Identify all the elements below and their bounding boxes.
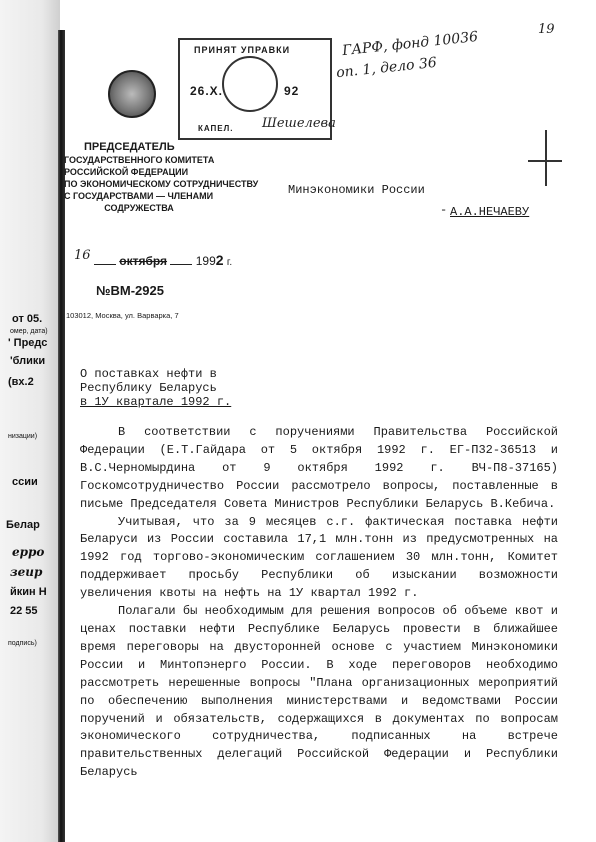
margin-fragment: подпись)	[8, 640, 37, 647]
letter-date-year-prefix: 199	[195, 254, 216, 268]
margin-pen-mark	[528, 160, 562, 162]
letter-number-value: ВМ-2925	[110, 283, 164, 298]
body-paragraph: Полагали бы необходимым для решения вопросов об объеме квот и ценах поставки нефти Республике Беларусь провести в ближайшее время переговоры на двусторонней основе с участием Минэкономики России и Минтопэнерго России. В ходе переговоров необходимо рассмотреть нерешенные вопросы "Плана организационных мероприятий по обеспечению выполнения министерствами и ведомствами России поручений и обязательств, содержащихся в документах по вопросам экономического сотрудничества, подписанных на встрече правительственных делегаций Российской Федерации и Республики Беларусь	[80, 604, 558, 780]
stamp-signature: Шешелева	[262, 116, 336, 131]
margin-fragment: ерро	[12, 545, 45, 559]
margin-pen-mark	[545, 130, 547, 186]
margin-fragment: низации)	[8, 433, 38, 440]
stamp-clock-seal-icon	[222, 56, 278, 112]
stamp-inspector-label: КАПЕЛ.	[198, 124, 234, 133]
postal-address: 103012, Москва, ул. Варварка, 7	[66, 311, 179, 320]
letter-date-year-suffix: 2	[215, 252, 224, 268]
margin-fragment: зеир	[10, 565, 43, 579]
letter-subject	[80, 367, 231, 409]
archive-note-line2: оп. 1, дело 36	[335, 54, 438, 82]
letterhead	[64, 140, 259, 214]
archive-page-number: 19	[538, 22, 555, 37]
letter-date-day: 16	[74, 248, 91, 263]
letter-number	[96, 283, 164, 298]
margin-fragment: от 05.	[12, 313, 43, 325]
stamp-date: 26.X.	[190, 84, 224, 98]
date-underline	[170, 264, 192, 265]
stamp-year: 92	[284, 84, 300, 98]
previous-page-margin	[0, 0, 60, 842]
addressee-ministry: Минэкономики России	[288, 183, 425, 197]
margin-fragment: Белар	[6, 519, 40, 531]
margin-fragment: омер, дата)	[10, 328, 48, 335]
date-underline	[94, 264, 116, 265]
letterhead-line: СОДРУЖЕСТВА	[104, 203, 174, 213]
letter-number-prefix: №	[96, 283, 111, 298]
letterhead-line: С ГОСУДАРСТВАМИ — ЧЛЕНАМИ	[64, 191, 214, 201]
letterhead-line: ПО ЭКОНОМИЧЕСКОМУ СОТРУДНИЧЕСТВУ	[64, 179, 259, 189]
stamp-top-label: ПРИНЯТ УПРАВКИ	[194, 45, 291, 55]
letter-date	[74, 248, 233, 269]
letterhead-line: РОССИЙСКОЙ ФЕДЕРАЦИИ	[64, 167, 189, 177]
subject-line: Республику Беларусь	[80, 381, 217, 395]
letterhead-title: ПРЕДСЕДАТЕЛЬ	[84, 141, 175, 153]
letter-date-g: г.	[226, 257, 233, 268]
subject-line: в 1У квартале 1992 г.	[80, 395, 232, 409]
letter-body	[80, 424, 558, 782]
letterhead-line: ГОСУДАРСТВЕННОГО КОМИТЕТА	[64, 155, 215, 165]
margin-fragment: 22 55	[10, 605, 38, 617]
archive-note-line1: ГАРФ, фонд 10036	[341, 28, 479, 60]
letter-date-month: октября	[119, 254, 168, 268]
body-paragraph: Учитывая, что за 9 месяцев с.г. фактическая поставка нефти Беларуси из России составила 17,1 млн.тонн из предусмотренных на 1992 год торгово-экономическим соглашением 30 млн.тонн, Комитет поддерживает просьбу Республики об изыскании возможности увеличения квоты на нефть на 1У квартал 1992 г.	[80, 514, 558, 601]
margin-fragment: ' Предс	[8, 337, 48, 349]
addressee-dash: -	[440, 203, 448, 217]
margin-fragment: 'блики	[10, 355, 46, 367]
margin-fragment: ссии	[12, 476, 38, 488]
margin-fragment: йкин Н	[10, 586, 47, 598]
subject-line: О поставках нефти в	[80, 367, 217, 381]
addressee-name: А.А.НЕЧАЕВУ	[450, 205, 530, 219]
body-paragraph: В соответствии с поручениями Правительства Российской Федерации (Е.Т.Гайдара от 5 октября 1992 г. ЕГ-П32-36513 и В.С.Черномырдина от 9 октября 1992 г. ВЧ-П8-37165) Госкомсотрудничество России рассмотрело вопросы, поставленные в письме Председателя Совета Министров Республики Беларусь В.Кебича.	[80, 425, 558, 511]
margin-fragment: (вх.2	[8, 376, 34, 388]
state-emblem-icon	[108, 70, 156, 118]
